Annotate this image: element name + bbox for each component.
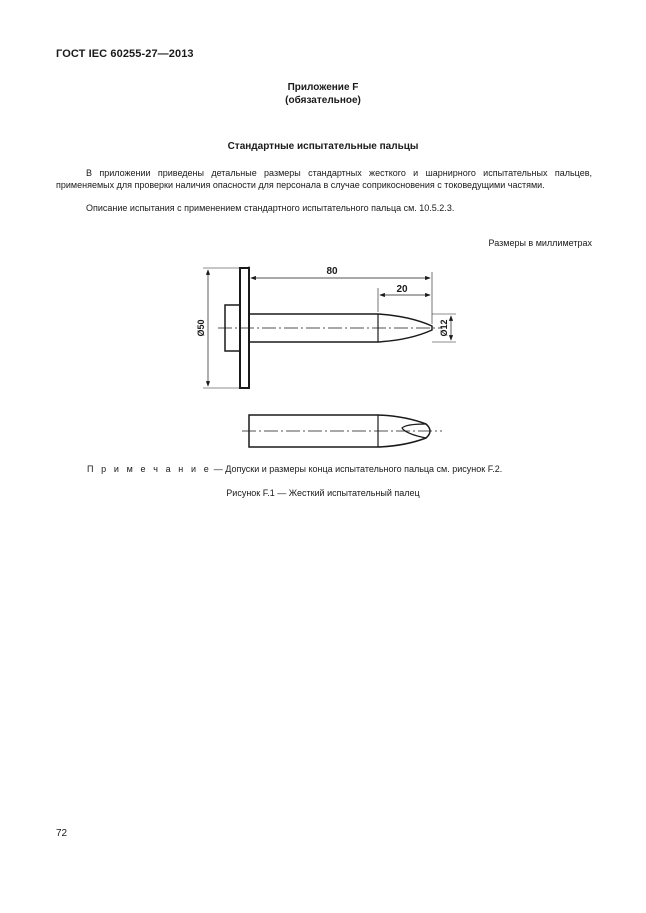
section-title: Стандартные испытательные пальцы	[227, 141, 419, 152]
figure-note	[87, 464, 502, 474]
dim-tip-diameter: Ø12	[439, 319, 449, 337]
note-text: — Допуски и размеры конца испытательного пальца см. рисунок F.2.	[211, 464, 503, 474]
appendix-title: Приложение F	[287, 82, 359, 93]
note-label: П р и м е ч а н и е	[87, 464, 212, 474]
appendix-status: (обязательное)	[285, 95, 361, 106]
figure-caption: Рисунок F.1 — Жесткий испытательный палец	[226, 488, 420, 498]
dim-total-length: 80	[326, 266, 338, 277]
rigid-test-finger-drawing	[180, 258, 460, 453]
paragraph-2: Описание испытания с применением стандартного испытательного пальца см. 10.5.2.3.	[86, 203, 455, 213]
units-note: Размеры в миллиметрах	[488, 238, 592, 248]
dim-stop-diameter: Ø50	[196, 319, 206, 337]
document-header: ГОСТ IEC 60255-27—2013	[56, 48, 194, 60]
paragraph-1: В приложении приведены детальные размеры стандартных жесткого и шарнирного испытательных пальцев, применяемых для проверки наличия опасности для персонала в случае соприкосновения с токоведущими частями.	[56, 168, 592, 190]
dim-tip-length: 20	[396, 284, 408, 295]
page-number: 72	[56, 828, 68, 839]
